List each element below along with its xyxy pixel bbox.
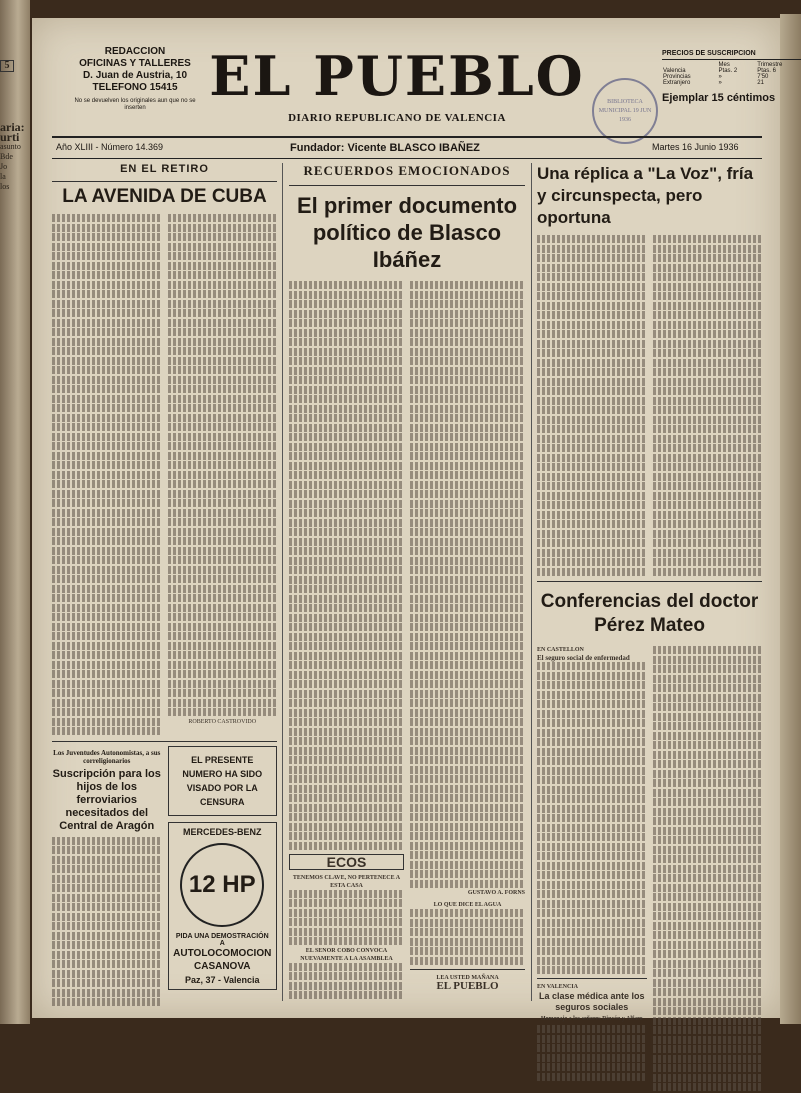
founder-name: Vicente BLASCO IBAÑEZ	[347, 142, 480, 154]
article-body	[52, 214, 162, 737]
address-note: No se devuelven los originales aun que no se inserten	[74, 98, 196, 111]
prices-cell: »	[718, 80, 722, 86]
prices-cell: Extranjero	[663, 80, 691, 86]
article-body	[410, 281, 525, 1001]
ecos-subhead: LO QUE DICE EL AGUA	[433, 902, 502, 908]
prices-col: Mes	[718, 62, 730, 68]
issue-bar	[52, 136, 762, 159]
ad-text: PIDA UNA DEMOSTRACIÓN A	[175, 932, 269, 947]
ad-address: Paz, 37 - Valencia	[184, 974, 260, 985]
article-headline: Una réplica a "La Voz", fría y circunspecta, pero oportuna	[537, 164, 754, 227]
prev-line: aria:	[0, 120, 25, 134]
article-body	[537, 646, 647, 1093]
box-kicker: Los Juventudes Autonomistas, a sus correligionarios	[53, 748, 161, 765]
prices-cell: »	[718, 74, 722, 80]
stamp-text: BIBLIOTECA MUNICIPAL 19 JUN 1936	[598, 99, 652, 123]
prices-cell: Ptas. 2	[718, 68, 738, 74]
article-subhead: La clase médica ante los seguros sociales	[538, 991, 645, 1012]
article-body	[653, 646, 763, 1093]
ad-star-logo: 12 HP	[180, 843, 264, 927]
article-headline: LA AVENIDA DE CUBA	[62, 186, 267, 207]
ecos-section-logo	[289, 854, 404, 870]
article-kicker: EN EL RETIRO	[120, 163, 209, 175]
column-center	[282, 163, 532, 1001]
article-body	[653, 235, 763, 577]
ecos-subhead: EL SENOR COBO CONVOCA NUEVAMENTE A LA ASAMBLEA	[300, 947, 393, 962]
prices-col: Trimestre	[757, 62, 783, 68]
prices-cell: 7'50	[757, 74, 769, 80]
prices-heading: PRECIOS DE SUSCRIPCION	[662, 50, 801, 60]
article-body	[168, 214, 278, 737]
founder	[290, 142, 480, 154]
address-line: REDACCION	[104, 46, 166, 57]
article-signature: GUSTAVO A. FORNS	[467, 890, 525, 896]
newspaper-page	[32, 18, 783, 1022]
address-line: TELEFONO 15415	[92, 82, 178, 93]
prev-line: urti	[0, 130, 20, 144]
address-line: D. Juan de Austria, 10	[82, 70, 188, 81]
prices-cell: Provincias	[663, 74, 691, 80]
ad-company: AUTOLOCOMOCION CASANOVA	[173, 947, 272, 972]
founder-label: Fundador:	[290, 142, 345, 154]
newspaper-subtitle: DIARIO REPUBLICANO DE VALENCIA	[288, 112, 506, 124]
footer-paper-name: EL PUEBLO	[436, 979, 499, 992]
subscription-box	[52, 746, 162, 1008]
issue-price: Ejemplar 15 céntimos	[662, 92, 776, 104]
column-left	[52, 163, 277, 1008]
prev-line: los	[0, 182, 10, 191]
dateline: EN CASTELLON	[537, 647, 584, 653]
prices-table	[662, 62, 801, 86]
box-body	[52, 837, 162, 1007]
column-right	[537, 163, 762, 1093]
prev-line: Bde	[0, 152, 13, 161]
article-subhead: El seguro social de enfermedad	[537, 654, 630, 662]
prev-line: Jo	[0, 162, 8, 171]
box-headline: Suscripción para los hijos de los ferroviarios necesitados del Central de Aragón	[52, 767, 161, 832]
page-edge	[780, 14, 801, 1024]
article-subhead: Homenaje a los señores Rincón y Alfaro	[540, 1016, 643, 1022]
article-headline: Conferencias del doctor Pérez Mateo	[540, 591, 759, 636]
issue-date: Martes 16 Junio 1936	[652, 142, 739, 152]
issue-number: Año XLIII - Número 14.369	[56, 142, 164, 152]
ecos-title: ECOS	[326, 853, 367, 870]
article-headline: El primer documento político de Blasco Ibáñez	[296, 193, 518, 272]
article-body	[289, 281, 404, 1001]
censorship-notice: EL PRESENTE NUMERO HA SIDO VISADO POR LA CENSURA	[168, 746, 278, 816]
address-line: OFICINAS Y TALLERES	[79, 58, 191, 69]
footer-promo: LEA USTED MAÑANA	[436, 974, 499, 981]
mercedes-ad	[168, 822, 278, 990]
prices-cell: Ptas. 6	[757, 68, 776, 74]
prev-line: 5	[0, 60, 14, 72]
dateline: EN VALENCIA	[537, 984, 578, 990]
prev-line: asunto	[0, 142, 21, 151]
prices-cell: Valencia	[663, 68, 686, 74]
masthead	[52, 38, 783, 133]
previous-page-edge	[0, 60, 30, 880]
prices-cell: 21	[757, 80, 764, 86]
article-body	[537, 235, 647, 577]
ad-brand: MERCEDES-BENZ	[182, 826, 262, 837]
editorial-address	[70, 46, 200, 112]
prev-line: la	[0, 172, 6, 181]
subscription-prices	[662, 50, 801, 104]
library-stamp	[592, 78, 658, 144]
newspaper-title: EL PUEBLO	[209, 44, 585, 108]
ecos-subhead: TENEMOS CLAVE, NO PERTENECE A ESTA CASA	[292, 874, 401, 889]
article-kicker: RECUERDOS EMOCIONADOS	[303, 163, 511, 178]
article-signature: ROBERTO CASTROVIDO	[188, 719, 257, 725]
